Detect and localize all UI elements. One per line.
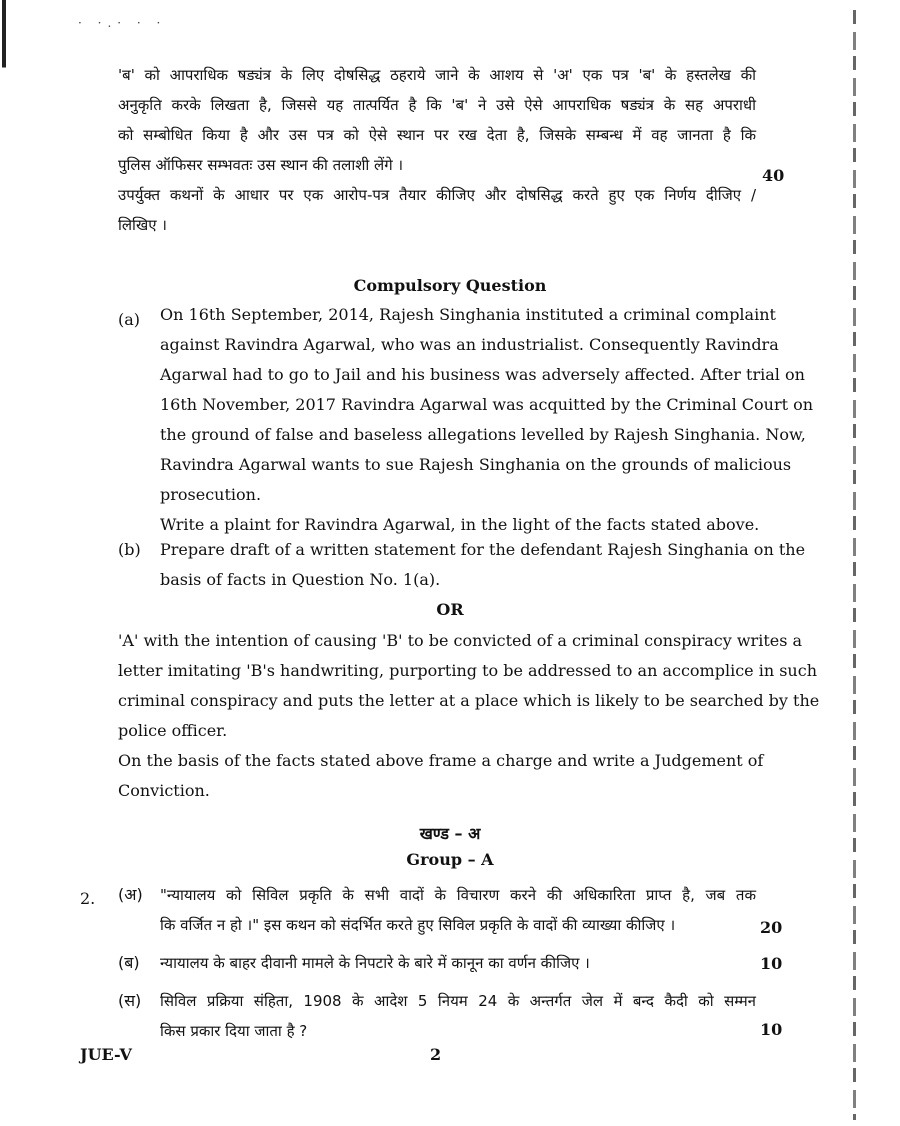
or-line: police officer. — [118, 721, 228, 740]
part-a-line: Agarwal had to go to Jail and his business was adversely affected. After trial on — [160, 365, 805, 384]
q2-part-c-text — [160, 986, 756, 1046]
part-b-line: Prepare draft of a written statement for the defendant Rajesh Singhania on the — [160, 540, 806, 559]
or-paragraph — [118, 626, 820, 806]
q2-part-a-text — [160, 880, 756, 940]
or-heading: OR — [436, 600, 464, 619]
scan-edge-right — [853, 10, 856, 1120]
q2-part-b-line: न्यायालय के बाहर दीवानी मामले के निपटारे के बारे में कानून का वर्णन कीजिए । — [160, 954, 590, 972]
or-line: criminal conspiracy and puts the letter at a place which is likely to be searched by the — [118, 691, 820, 710]
hindi-intro-paragraph — [118, 60, 756, 240]
group-heading: Group – A — [406, 850, 494, 869]
hindi-instruction-line: उपर्युक्त कथनों के आधार पर एक आरोप-पत्र तैयार कीजिए और दोषसिद्ध करते हुए एक निर्णय दीजिए / — [118, 186, 756, 204]
part-b-text — [160, 535, 806, 595]
part-a-line: prosecution. — [160, 485, 262, 504]
part-a-instruction: Write a plaint for Ravindra Agarwal, in the light of the facts stated above. — [160, 515, 760, 534]
part-a-line: the ground of false and baseless allegations levelled by Rajesh Singhania. Now, — [160, 425, 806, 444]
part-a-line: On 16th September, 2014, Rajesh Singhania instituted a criminal complaint — [160, 305, 776, 324]
or-instruction-line: On the basis of the facts stated above frame a charge and write a Judgement of — [118, 751, 764, 770]
compulsory-heading: Compulsory Question — [353, 276, 547, 295]
hindi-intro-line: पुलिस ऑफिसर सम्भवतः उस स्थान की तलाशी लेंगे । — [118, 156, 404, 174]
part-a-line: Ravindra Agarwal wants to sue Rajesh Singhania on the grounds of malicious — [160, 455, 792, 474]
q2-part-c-label: (स) — [118, 991, 142, 1010]
q2-part-b-label: (ब) — [118, 953, 140, 972]
part-a-text — [160, 300, 814, 540]
part-b-label: (b) — [118, 540, 141, 559]
or-instruction-line: Conviction. — [118, 781, 210, 800]
q2-part-b-marks: 10 — [760, 954, 783, 973]
q2-part-a-line: कि वर्जित न हो ।" इस कथन को संदर्भित करते हुए सिविल प्रकृति के वादों की व्याख्या कीजिए । — [160, 916, 676, 934]
hindi-intro-line: को सम्बोधित किया है और उस पत्र को ऐसे स्थान पर रख देता है, जिसके सम्बन्ध में वह जानता है कि — [118, 126, 756, 144]
q2-part-c-line: सिविल प्रक्रिया संहिता, 1908 के आदेश 5 नियम 24 के अन्तर्गत जेल में बन्द कैदी को सम्मन — [160, 992, 756, 1010]
marks-hindi-intro: 40 — [762, 166, 785, 185]
part-a-line: against Ravindra Agarwal, who was an industrialist. Consequently Ravindra — [160, 335, 779, 354]
hindi-instruction-line: लिखिए । — [118, 216, 167, 234]
q2-part-a-line: "न्यायालय को सिविल प्रकृति के सभी वादों के विचारण करने की अधिकारिता प्राप्त है, जब तक — [160, 886, 756, 904]
q2-part-a-label: (अ) — [118, 885, 143, 904]
hindi-intro-line: 'ब' को आपराधिक षड्यंत्र के लिए दोषसिद्ध ठहराये जाने के आशय से 'अ' एक पत्र 'ब' के हस्तलेख की — [118, 66, 756, 84]
part-b-line: basis of facts in Question No. 1(a). — [160, 570, 441, 589]
scan-noise: · ·.· · · — [78, 16, 167, 30]
q2-part-b-text — [160, 948, 756, 978]
group-hindi-heading: खण्ड – अ — [419, 824, 481, 843]
q2-part-c-line: किस प्रकार दिया जाता है ? — [160, 1022, 308, 1040]
scan-edge-left — [2, 0, 6, 1126]
question-number: 2. — [80, 889, 96, 908]
part-a-label: (a) — [118, 310, 141, 329]
q2-part-c-marks: 10 — [760, 1020, 783, 1039]
part-a-line: 16th November, 2017 Ravindra Agarwal was acquitted by the Criminal Court on — [160, 395, 814, 414]
or-line: letter imitating 'B's handwriting, purporting to be addressed to an accomplice in such — [118, 661, 817, 680]
page-number: 2 — [430, 1045, 442, 1064]
paper-code: JUE-V — [80, 1045, 132, 1064]
hindi-intro-line: अनुकृति करके लिखता है, जिससे यह तात्पर्यित है कि 'ब' ने उसे ऐसे आपराधिक षड्यंत्र के सह अपराधी — [118, 96, 756, 114]
or-line: 'A' with the intention of causing 'B' to be convicted of a criminal conspiracy writes a — [118, 631, 803, 650]
q2-part-a-marks: 20 — [760, 918, 783, 937]
